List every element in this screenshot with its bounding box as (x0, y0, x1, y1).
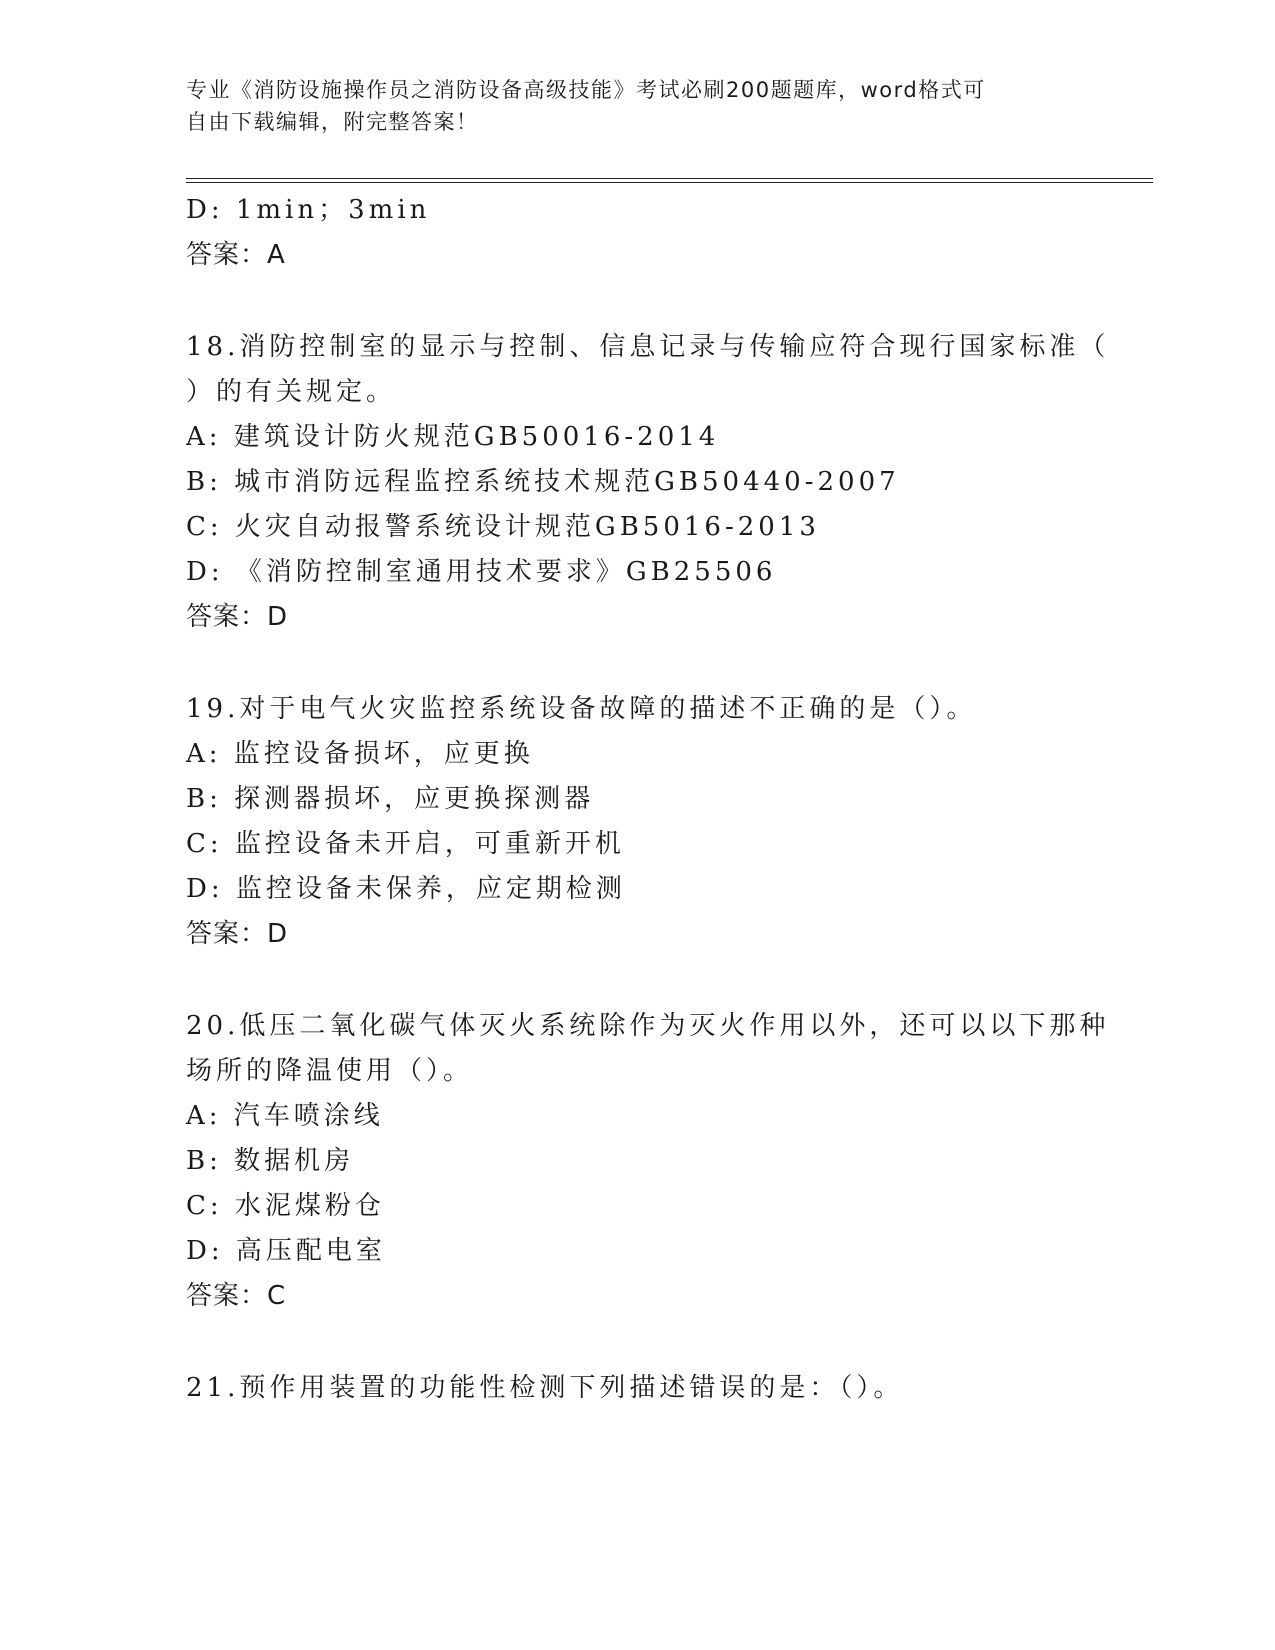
option-d: D: 1min；3min (186, 195, 431, 225)
option-a: A: 建筑设计防火规范GB50016-2014 (186, 422, 720, 452)
header-divider (186, 178, 1153, 183)
option-d: D: 高压配电室 (186, 1236, 386, 1266)
option-d: D: 《消防控制室通用技术要求》GB25506 (186, 557, 777, 587)
question-18 (186, 325, 1110, 415)
answer: 答案：D (186, 602, 289, 632)
option-b: B: 探测器损坏，应更换探测器 (186, 784, 595, 814)
question-text: 19.对于电气火灾监控系统设备故障的描述不正确的是（）。 (186, 694, 977, 724)
option-b: B: 数据机房 (186, 1146, 355, 1176)
header-line-1: 专业《消防设施操作员之消防设备高级技能》考试必刷200题题库，word格式可 (186, 78, 986, 102)
question-19 (186, 687, 1086, 732)
header-line-2: 自由下载编辑，附完整答案！ (186, 110, 479, 134)
option-b: B: 城市消防远程监控系统技术规范GB50440-2007 (186, 467, 900, 497)
answer: 答案：A (186, 240, 286, 270)
option-d: D: 监控设备未保养，应定期检测 (186, 874, 626, 904)
question-20 (186, 1004, 1110, 1094)
option-a: A: 监控设备损坏，应更换 (186, 739, 534, 769)
question-text: 场所的降温使用（）。 (186, 1056, 474, 1086)
option-c: C: 火灾自动报警系统设计规范GB5016-2013 (186, 512, 820, 542)
question-text: 20.低压二氧化碳气体灭火系统除作为灭火作用以外，还可以以下那种 (186, 1011, 1110, 1041)
question-text: ）的有关规定。 (186, 377, 397, 407)
document-body (186, 188, 1110, 1411)
option-c: C: 监控设备未开启，可重新开机 (186, 829, 625, 859)
answer: 答案：D (186, 919, 289, 949)
option-c: C: 水泥煤粉仓 (186, 1191, 385, 1221)
page-header (186, 74, 1066, 138)
question-text: 21.预作用装置的功能性检测下列描述错误的是：（）。 (186, 1373, 904, 1403)
answer: 答案：C (186, 1281, 287, 1311)
question-text: 18.消防控制室的显示与控制、信息记录与传输应符合现行国家标准（ (186, 332, 1110, 362)
question-21 (186, 1366, 1086, 1411)
option-a: A: 汽车喷涂线 (186, 1101, 384, 1131)
